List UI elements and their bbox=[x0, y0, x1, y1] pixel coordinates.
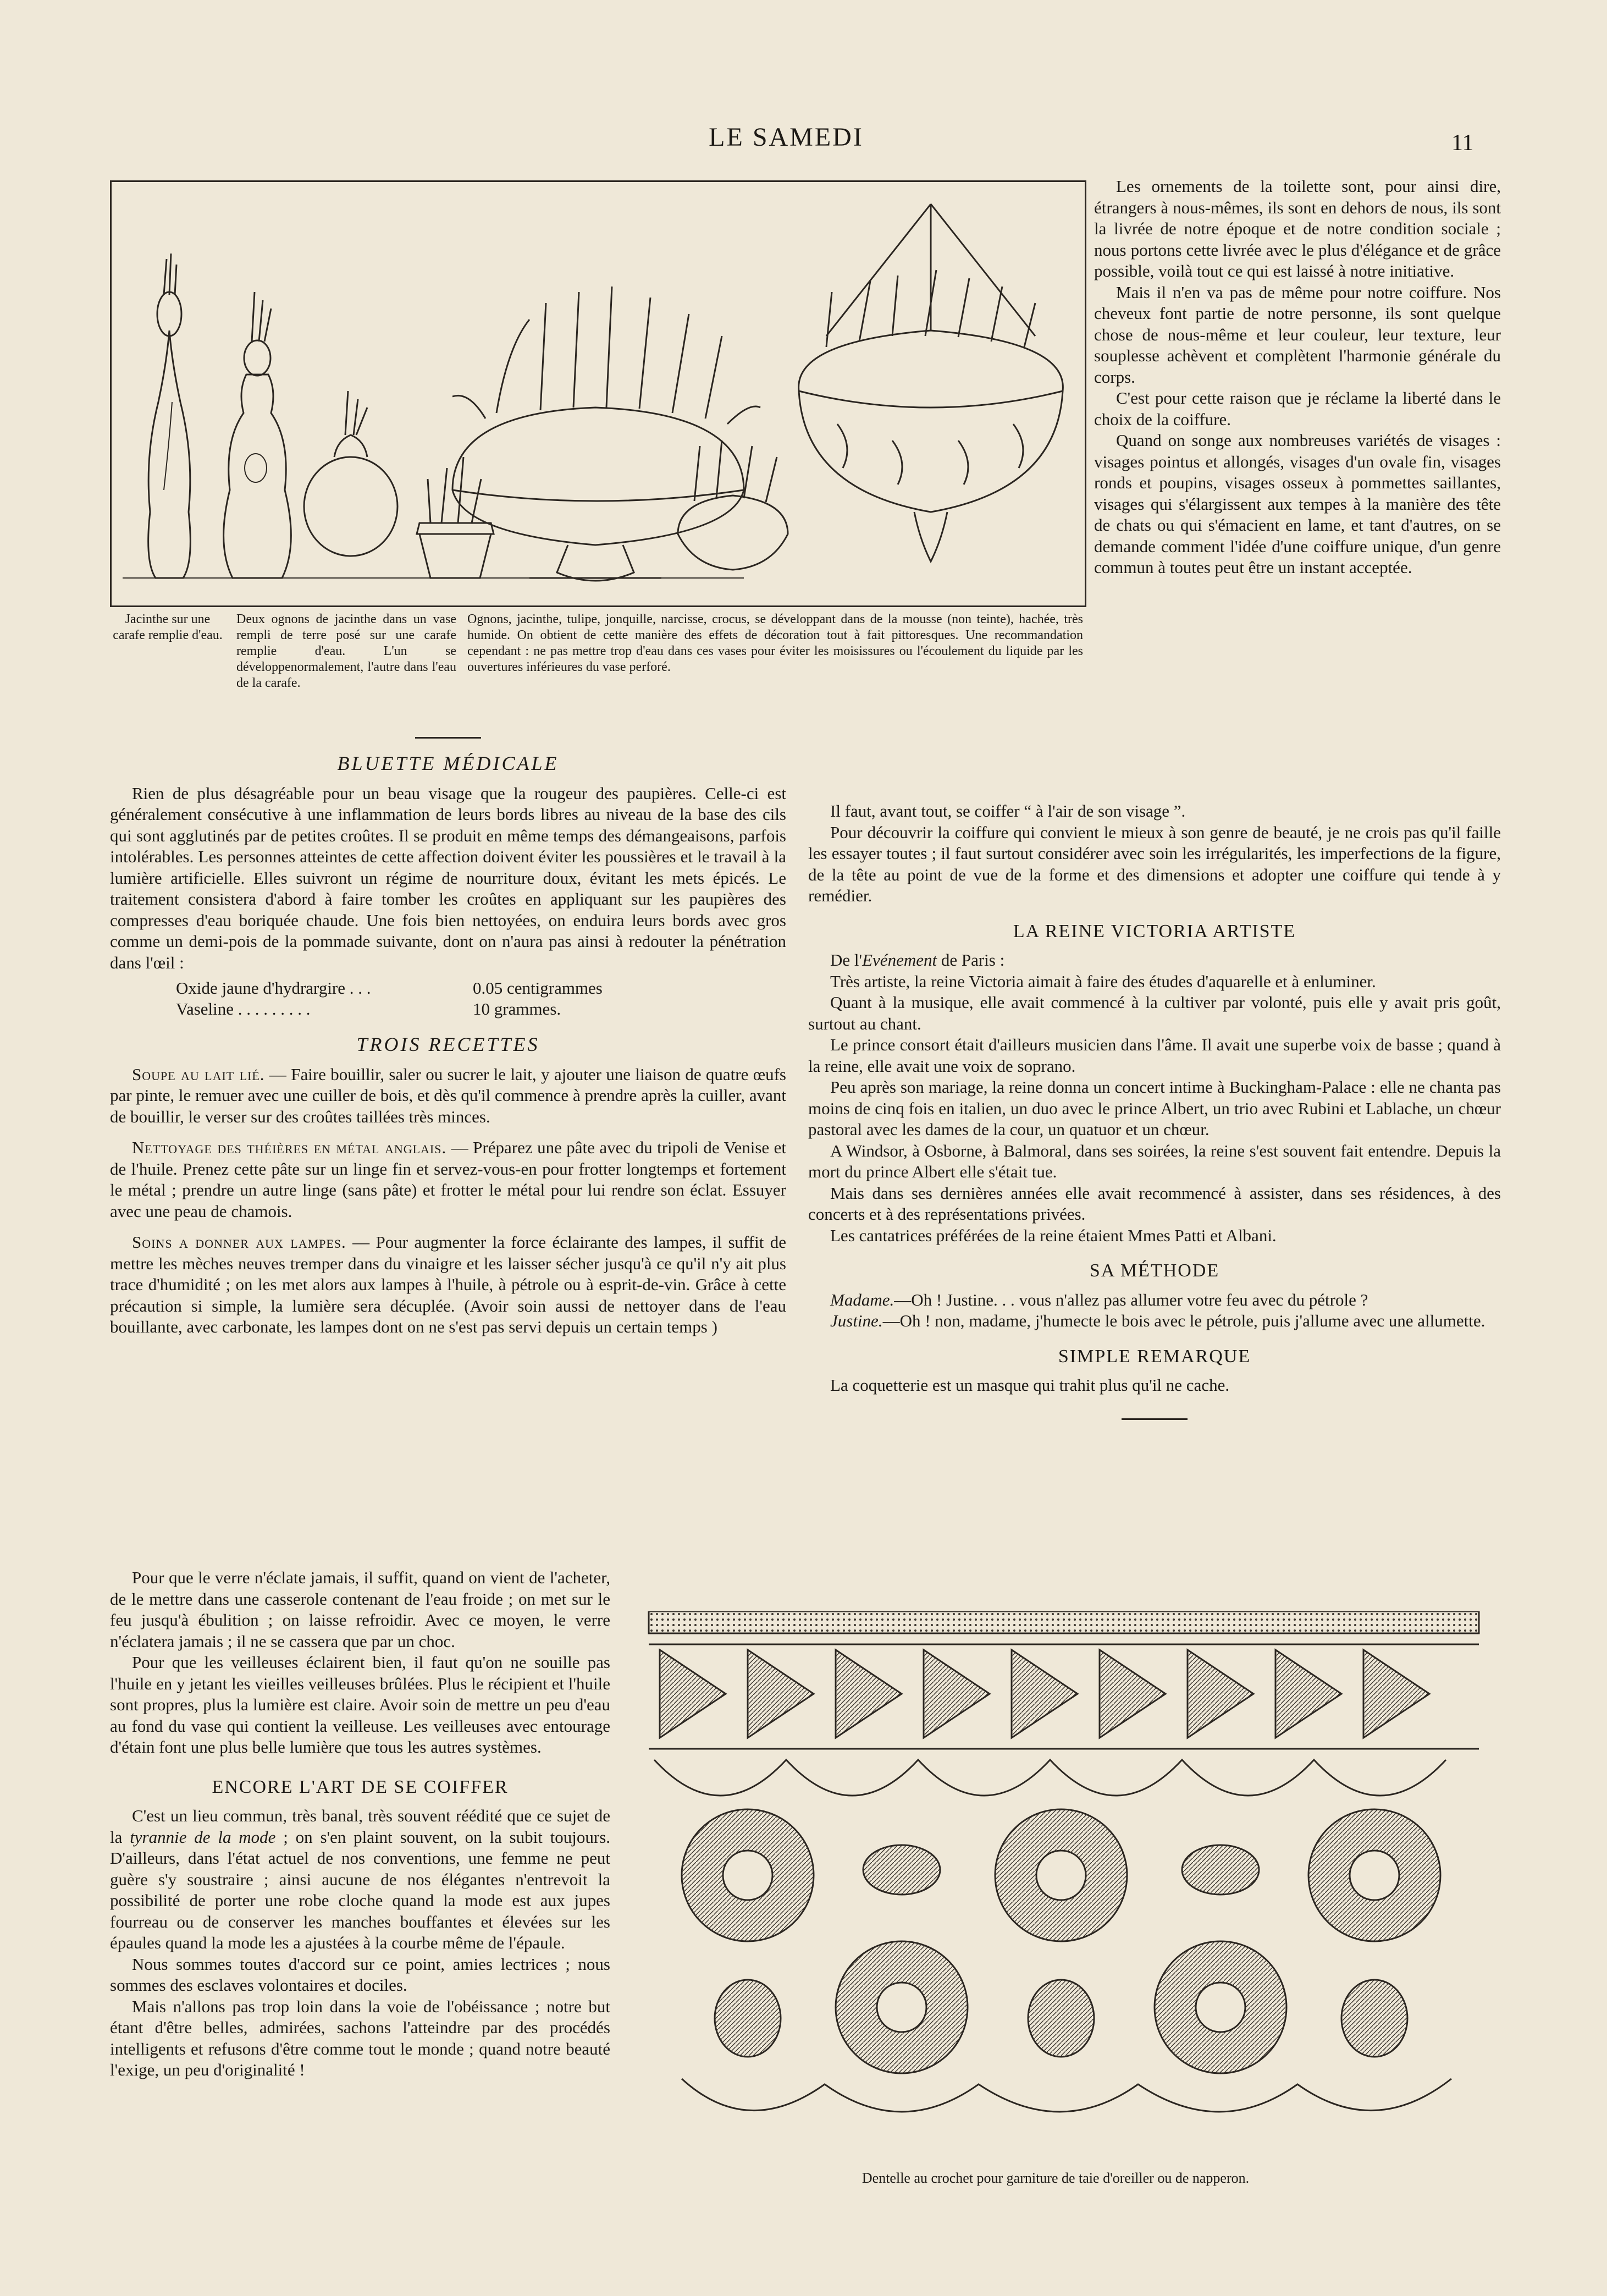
formula-row bbox=[176, 999, 786, 1020]
verre-paragraph: Pour que le verre n'éclate jamais, il suffit, quand on vient de l'acheter, de le mettre dans une casserole contenant de l'eau froide ; on met sur le feu jusqu'à ébulition ; on laisse refroidir. Avec ce moyen, le verre n'éclatera jamais ; il ne se cassera que par un choc. bbox=[110, 1568, 610, 1651]
formula-ingredient: Vaseline . . . . . . . . . bbox=[176, 999, 311, 1018]
heading-simple-remarque: SIMPLE REMARQUE bbox=[1058, 1346, 1251, 1367]
separator-rule bbox=[1122, 1418, 1188, 1420]
text-emphasis: Evénement bbox=[862, 950, 937, 970]
coiffer-p8: Il faut, avant tout, se coiffer “ à l'air de son visage ”. bbox=[830, 801, 1186, 821]
recipe-name: Nettoyage des théières en métal anglais. bbox=[132, 1138, 447, 1157]
right-column-top bbox=[1094, 176, 1501, 579]
recipe-name: Soins a donner aux lampes. bbox=[132, 1232, 346, 1252]
heading-reine-victoria: LA REINE VICTORIA ARTISTE bbox=[1013, 921, 1296, 941]
recipe-text: — Faire bouillir, saler ou sucrer le lait, y ajouter une liaison de quatre œufs par pinte, le remuer avec une cuiller de bois, et dès qu'il commence à prendre après la cuiller, avant de bouillir, le verser sur des croûtes taillées très minces. bbox=[110, 1064, 786, 1126]
vases-drawing bbox=[112, 182, 1085, 605]
coiffer-p1 bbox=[110, 1805, 610, 1954]
coiffer-p9: Pour découvrir la coiffure qui convient le mieux à son genre de beauté, je ne crois pas qu'il faille les essayer toutes ; il faut surtout considérer avec soin les irrégularités, les imperfections de la figure, de la tête au point de vue de la forme et des dimensions et adopter une coiffure qui tende à y remédier. bbox=[808, 822, 1501, 905]
reine-p1: Très artiste, la reine Victoria aimait à faire des études d'aquarelle et à enluminer. bbox=[830, 971, 1376, 991]
page-number: 11 bbox=[1451, 130, 1474, 156]
formula-ingredient: Oxide jaune d'hydrargire . . . bbox=[176, 978, 371, 998]
text-run: C'est un lieu commun, très banal, très souvent réédité que ce sujet de la bbox=[110, 1806, 610, 1847]
crochet-lace-illustration bbox=[643, 1611, 1490, 2156]
reine-p2: Quant à la musique, elle avait commencé à la cultiver par volonté, puis elle y avait pris goût, surtout au chant. bbox=[808, 993, 1501, 1033]
remarque-text: La coquetterie est un masque qui trahit plus qu'il ne cache. bbox=[830, 1375, 1230, 1395]
coiffer-p5: Mais il n'en va pas de même pour notre coiffure. Nos cheveux font partie de notre personne, ils sont quelque chose de nous-même et leur couleur, leur texture, leur souplesse achèvent et complètent l'harmonie générale du corps. bbox=[1094, 282, 1501, 387]
recipe-theieres bbox=[110, 1137, 786, 1222]
caption-jacinthe: Jacinthe sur une carafe remplie d'eau. bbox=[113, 612, 223, 642]
heading-bluette-medicale: BLUETTE MÉDICALE bbox=[337, 752, 559, 774]
coiffer-p7: Quand on songe aux nombreuses variétés de visages : visages pointus et allongés, visages d'un ovale fin, visages ronds et poupins, visages osseux à pommettes saillantes, visages qui s'élargissent aux tempes à la manière des tête de chats ou qui s'émacient en lame, et tant d'autres, on se demande comment l'idée d'une coiffure unique, d'un genre commun à toutes peut être un instant acceptée. bbox=[1094, 431, 1501, 577]
reine-p5: A Windsor, à Osborne, à Balmoral, dans ses soirées, la reine s'est souvent fait entendre. Depuis la mort du prince Albert elle s'était tue. bbox=[808, 1141, 1501, 1181]
reine-p7: Les cantatrices préférées de la reine étaient Mmes Patti et Albani. bbox=[830, 1225, 1277, 1245]
heading-art-coiffer: ENCORE L'ART DE SE COIFFER bbox=[212, 1776, 509, 1797]
left-column-lower bbox=[110, 1567, 610, 2081]
veilleuses-paragraph: Pour que les veilleuses éclairent bien, il faut qu'on ne souille pas l'huile en y jetant les vieilles veilleuses brûlées. Plus le récipient et l'huile sont propres, plus la lumière est claire. Avoir soin de mettre un peu d'eau au fond du vase qui contient la veilleuse. Les veilleuses avec entourage d'étain font une plus belle lumière que tous les autres systèmes. bbox=[110, 1653, 610, 1757]
reine-p6: Mais dans ses dernières années elle avait recommencé à assister, dans ses résidences, à des concerts et à des représentations privées. bbox=[808, 1183, 1501, 1224]
recipe-lampes bbox=[110, 1232, 786, 1338]
text-run: ; on s'en plaint souvent, on la subit toujours. D'ailleurs, dans l'état actuel de nos conventions, une femme ne peut guère s'y soustraire ; ainsi aucune de nos élégantes n'entrevoit la possibilité de porter une robe cloche quand la mode est aux jupes fourreau ou de conserver les manches bouffantes et élevées sur les épaules quand la mode les a ajustées à la courbe même de l'épaule. bbox=[110, 1827, 611, 1952]
bluette-body: Rien de plus désagréable pour un beau visage que la rougeur des paupières. Celle-ci est généralement consécutive à une inflammation de leurs bords libres au niveau de la base des cils qui sont agglutinés par de petites croûtes. Il se produit en même temps des démangeaisons, parfois intolérables. Les personnes atteintes de cette affection doivent éviter les poussières et le travail à la lumière artificielle. Elles suivront un régime de nourriture doux, évitant les mets épicés. Le traitement consistera d'abord à faire tomber les croûtes en appliquant sur les paupières des compresses d'eau boriquée chaude. Une fois bien nettoyées, on enduira leurs bords avec gros comme un demi-pois de la pommade suivante, dont on n'aura pas ainsi à redouter la pénétration dans l'œil : bbox=[110, 783, 786, 972]
running-title: LE SAMEDI bbox=[709, 123, 864, 152]
speaker-name: Madame. bbox=[830, 1290, 894, 1309]
text-emphasis: tyrannie de la mode bbox=[130, 1827, 276, 1847]
recipe-name: Soupe au lait lié. bbox=[132, 1064, 265, 1084]
recipe-soupe bbox=[110, 1064, 786, 1128]
text-run: de Paris : bbox=[937, 950, 1005, 970]
formula-table bbox=[176, 978, 786, 1020]
caption-ognons-vase: Deux ognons de jacinthe dans un vase rempli de terre posé sur une carafe remplie d'eau. L'un se développenormalement, l'autre dans l'eau de la carafe. bbox=[236, 612, 456, 690]
reine-source bbox=[808, 950, 1501, 971]
formula-row bbox=[176, 978, 786, 999]
left-column bbox=[110, 737, 786, 1338]
heading-trois-recettes: TROIS RECETTES bbox=[356, 1033, 540, 1055]
heading-sa-methode: SA MÉTHODE bbox=[1089, 1260, 1220, 1281]
recipe-text: — Préparez une pâte avec du tripoli de Venise et de l'huile. Prenez cette pâte sur un linge fin et servez-vous-en pour frotter longtemps et fortement le métal ; prendre un autre linge (sans pâte) et frotter le métal pour lui rendre son éclat. Essuyer avec une peau de chamois. bbox=[110, 1138, 786, 1221]
right-column bbox=[808, 801, 1501, 1436]
separator-rule bbox=[415, 737, 481, 739]
formula-quantity: 0.05 centigrammes bbox=[473, 978, 603, 998]
methode-line-1 bbox=[808, 1290, 1501, 1311]
coiffer-p6: C'est pour cette raison que je réclame la liberté dans le choix de la coiffure. bbox=[1094, 388, 1501, 429]
reine-p3: Le prince consort était d'ailleurs musicien dans l'âme. Il avait une superbe voix de basse ; quand à la reine, elle avait une voix de soprano. bbox=[808, 1035, 1501, 1076]
methode-line-2 bbox=[808, 1311, 1501, 1332]
bulb-vases-illustration bbox=[110, 180, 1086, 607]
lace-caption: Dentelle au crochet pour garniture de taie d'oreiller ou de napperon. bbox=[862, 2170, 1250, 2186]
coiffer-p2: Nous sommes toutes d'accord sur ce point, amies lectrices ; nous sommes des esclaves volontaires et dociles. bbox=[110, 1954, 610, 1995]
dialogue-text: —Oh ! non, madame, j'humecte le bois avec le pétrole, puis j'allume avec une allumette. bbox=[882, 1311, 1485, 1330]
lace-drawing bbox=[643, 1611, 1490, 2156]
reine-p4: Peu après son mariage, la reine donna un concert intime à Buckingham-Palace : elle ne chanta pas moins de cinq fois en italien, un duo avec le prince Albert, un trio avec Rubini et Lablache, un chœur pastoral avec les dames de la cour, un quatuor et un chœur. bbox=[808, 1077, 1501, 1139]
text-run: De l' bbox=[830, 950, 863, 970]
recipe-text: — Pour augmenter la force éclairante des lampes, il suffit de mettre les mèches neuves tremper dans du vinaigre et les laisser sécher jusqu'à ce qu'il n'y ait plus trace d'humidité ; on les met alors aux lampes à l'huile, à pétrole ou à esprit-de-vin. Grâce à cette précaution si simple, la lumière sera décuplée. (Avoir soin aussi de nettoyer dans de l'eau bouillante, avec carbonate, les lampes dont on ne s'est pas servi depuis un certain temps ) bbox=[110, 1232, 786, 1336]
caption-ognons-mousse: Ognons, jacinthe, tulipe, jonquille, narcisse, crocus, se développant dans de la mousse (non teinte), hachée, très humide. On obtient de cette manière des effets de décoration tout à fait pittoresques. Une recommandation cependant : ne pas mettre trop d'eau dans ces vases pour éviter les moisissures ou l'écoulement du liquide par les ouvertures inférieures du vase perforé. bbox=[467, 612, 1083, 674]
formula-quantity: 10 grammes. bbox=[473, 999, 561, 1018]
coiffer-p3: Mais n'allons pas trop loin dans la voie de l'obéissance ; notre but étant d'être belles, admirées, sachons l'atteindre par des procédés intelligents et refusons d'être comme tout le monde ; quand notre beauté l'exige, un peu d'originalité ! bbox=[110, 1996, 610, 2079]
speaker-name: Justine. bbox=[830, 1311, 883, 1330]
dialogue-text: —Oh ! Justine. . . vous n'allez pas allumer votre feu avec du pétrole ? bbox=[894, 1290, 1368, 1309]
coiffer-p4: Les ornements de la toilette sont, pour ainsi dire, étrangers à nous-mêmes, ils sont en dehors de nous, ils sont la livrée de notre époque et de notre condition sociale ; nous portons cette livrée avec le plus d'élégance et de grâce possible, voilà tout ce qui est laissé à notre initiative. bbox=[1094, 177, 1501, 280]
